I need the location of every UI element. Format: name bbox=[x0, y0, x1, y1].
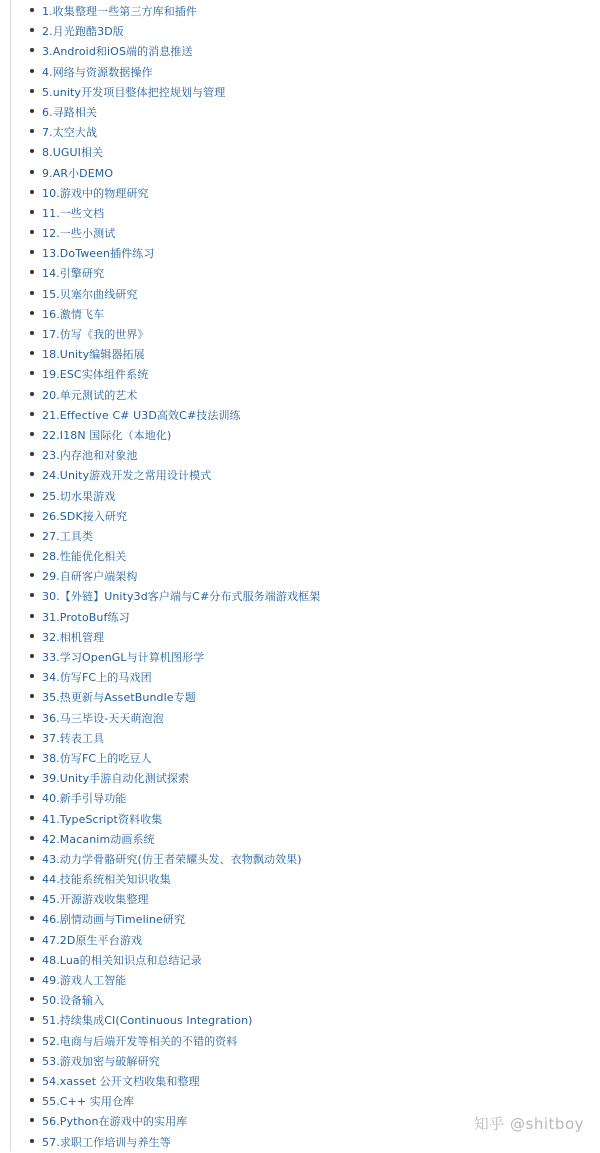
list-item bbox=[30, 888, 590, 908]
toc-link[interactable]: 48.Lua的相关知识点和总结记录 bbox=[42, 953, 202, 967]
list-item bbox=[30, 40, 590, 60]
toc-list bbox=[30, 0, 590, 1151]
list-item bbox=[30, 343, 590, 363]
bullet-icon bbox=[30, 250, 34, 254]
toc-link[interactable]: 19.ESC实体组件系统 bbox=[42, 368, 149, 382]
list-item bbox=[30, 202, 590, 222]
list-item bbox=[30, 121, 590, 141]
toc-link[interactable]: 14.引擎研究 bbox=[42, 267, 105, 281]
bullet-icon bbox=[30, 694, 34, 698]
toc-link[interactable]: 9.AR小DEMO bbox=[42, 166, 114, 180]
bullet-icon bbox=[30, 351, 34, 355]
bullet-icon bbox=[30, 1058, 34, 1062]
list-item bbox=[30, 949, 590, 969]
bullet-icon bbox=[30, 69, 34, 73]
bullet-icon bbox=[30, 371, 34, 375]
left-border-line bbox=[10, 0, 11, 1151]
toc-link[interactable]: 43.动力学骨骼研究(仿王者荣耀头发、衣物飘动效果) bbox=[42, 852, 302, 866]
list-item bbox=[30, 505, 590, 525]
toc-link[interactable]: 32.相机管理 bbox=[42, 630, 105, 644]
list-item bbox=[30, 929, 590, 949]
toc-link[interactable]: 55.C++ 实用仓库 bbox=[42, 1095, 135, 1109]
bullet-icon bbox=[30, 795, 34, 799]
list-item bbox=[30, 141, 590, 161]
bullet-icon bbox=[30, 553, 34, 557]
toc-link[interactable]: 53.游戏加密与破解研究 bbox=[42, 1054, 160, 1068]
bullet-icon bbox=[30, 916, 34, 920]
bullet-icon bbox=[30, 533, 34, 537]
toc-link[interactable]: 34.仿写FC上的马戏团 bbox=[42, 671, 152, 685]
bullet-icon bbox=[30, 573, 34, 577]
bullet-icon bbox=[30, 8, 34, 12]
bullet-icon bbox=[30, 816, 34, 820]
list-item bbox=[30, 686, 590, 706]
list-item bbox=[30, 404, 590, 424]
list-item bbox=[30, 20, 590, 40]
bullet-icon bbox=[30, 1017, 34, 1021]
bullet-icon bbox=[30, 149, 34, 153]
zhihu-watermark: 知乎 @shitboy bbox=[473, 1115, 584, 1133]
list-item bbox=[30, 828, 590, 848]
list-item bbox=[30, 646, 590, 666]
toc-link[interactable]: 30.【外链】Unity3d客户端与C#分布式服务端游戏框架 bbox=[42, 590, 321, 604]
bullet-icon bbox=[30, 48, 34, 52]
bullet-icon bbox=[30, 109, 34, 113]
list-item bbox=[30, 222, 590, 242]
toc-link[interactable]: 52.电商与后端开发等相关的不错的资料 bbox=[42, 1034, 238, 1048]
bullet-icon bbox=[30, 896, 34, 900]
list-item bbox=[30, 182, 590, 202]
bullet-icon bbox=[30, 1139, 34, 1143]
list-item bbox=[30, 767, 590, 787]
toc-link[interactable]: 11.一些文档 bbox=[42, 206, 105, 220]
bullet-icon bbox=[30, 472, 34, 476]
toc-link[interactable]: 39.Unity手游自动化测试探索 bbox=[42, 772, 190, 786]
toc-link[interactable]: 47.2D原生平台游戏 bbox=[42, 933, 143, 947]
list-item bbox=[30, 81, 590, 101]
bullet-icon bbox=[30, 170, 34, 174]
list-item bbox=[30, 101, 590, 121]
list-item bbox=[30, 1090, 590, 1110]
bullet-icon bbox=[30, 977, 34, 981]
toc-link[interactable]: 6.寻路相关 bbox=[42, 105, 98, 119]
bullet-icon bbox=[30, 593, 34, 597]
toc-link[interactable]: 27.工具类 bbox=[42, 529, 94, 543]
bullet-icon bbox=[30, 836, 34, 840]
list-item bbox=[30, 969, 590, 989]
bullet-icon bbox=[30, 1078, 34, 1082]
bullet-icon bbox=[30, 674, 34, 678]
bullet-icon bbox=[30, 392, 34, 396]
toc-link[interactable]: 40.新手引导功能 bbox=[42, 792, 127, 806]
list-item bbox=[30, 485, 590, 505]
list-item bbox=[30, 626, 590, 646]
bullet-icon bbox=[30, 452, 34, 456]
toc-link[interactable]: 37.转表工具 bbox=[42, 731, 105, 745]
list-item bbox=[30, 162, 590, 182]
toc-link[interactable]: 25.切水果游戏 bbox=[42, 489, 116, 503]
toc-link[interactable]: 15.贝塞尔曲线研究 bbox=[42, 287, 138, 301]
toc-link[interactable]: 1.收集整理一些第三方库和插件 bbox=[42, 5, 197, 18]
list-item bbox=[30, 1030, 590, 1050]
toc-link[interactable]: 3.Android和iOS端的消息推送 bbox=[42, 45, 193, 59]
toc-link[interactable]: 7.太空大战 bbox=[42, 126, 98, 140]
list-item bbox=[30, 1070, 590, 1090]
toc-link[interactable]: 17.仿写《我的世界》 bbox=[42, 328, 149, 341]
list-item bbox=[30, 303, 590, 323]
toc-link[interactable]: 29.自研客户端架构 bbox=[42, 570, 138, 584]
toc-link[interactable]: 28.性能优化相关 bbox=[42, 550, 127, 564]
toc-link[interactable]: 57.求职工作培训与养生等 bbox=[42, 1135, 171, 1149]
bullet-icon bbox=[30, 1098, 34, 1102]
toc-link[interactable]: 5.unity开发项目整体把控规划与管理 bbox=[42, 85, 226, 99]
list-item bbox=[30, 323, 590, 343]
bullet-icon bbox=[30, 129, 34, 133]
bullet-icon bbox=[30, 775, 34, 779]
list-item bbox=[30, 464, 590, 484]
toc-link[interactable]: 38.仿写FC上的吃豆人 bbox=[42, 751, 152, 765]
list-item bbox=[30, 0, 590, 20]
bullet-icon bbox=[30, 614, 34, 618]
toc-link[interactable]: 46.剧情动画与Timeline研究 bbox=[42, 913, 186, 927]
list-item bbox=[30, 242, 590, 262]
bullet-icon bbox=[30, 1118, 34, 1122]
bullet-icon bbox=[30, 997, 34, 1001]
toc-link[interactable]: 31.ProtoBuf练习 bbox=[42, 610, 130, 624]
list-item bbox=[30, 424, 590, 444]
list-item bbox=[30, 545, 590, 565]
toc-link[interactable]: 2.月光跑酷3D版 bbox=[42, 25, 124, 39]
list-item bbox=[30, 1009, 590, 1029]
bullet-icon bbox=[30, 291, 34, 295]
bullet-icon bbox=[30, 412, 34, 416]
toc-link[interactable]: 45.开源游戏收集整理 bbox=[42, 893, 149, 907]
list-item bbox=[30, 1050, 590, 1070]
list-item bbox=[30, 808, 590, 828]
toc-link[interactable]: 33.学习OpenGL与计算机图形学 bbox=[42, 651, 205, 664]
bullet-icon bbox=[30, 937, 34, 941]
toc-link[interactable]: 56.Python在游戏中的实用库 bbox=[42, 1115, 188, 1129]
list-item bbox=[30, 727, 590, 747]
toc-link[interactable]: 13.DoTween插件练习 bbox=[42, 247, 155, 261]
list-item bbox=[30, 585, 590, 605]
bullet-icon bbox=[30, 876, 34, 880]
toc-link[interactable]: 26.SDK接入研究 bbox=[42, 509, 128, 523]
toc-link[interactable]: 18.Unity编辑器拓展 bbox=[42, 348, 145, 362]
list-item bbox=[30, 262, 590, 282]
toc-link[interactable]: 49.游戏人工智能 bbox=[42, 974, 127, 987]
toc-link[interactable]: 42.Macanim动画系统 bbox=[42, 832, 155, 846]
bullet-icon bbox=[30, 856, 34, 860]
toc-link[interactable]: 20.单元测试的艺术 bbox=[42, 388, 138, 402]
list-item bbox=[30, 525, 590, 545]
bullet-icon bbox=[30, 331, 34, 335]
bullet-icon bbox=[30, 270, 34, 274]
toc-link[interactable]: 24.Unity游戏开发之常用设计模式 bbox=[42, 469, 212, 483]
bullet-icon bbox=[30, 311, 34, 315]
toc-link[interactable]: 35.热更新与AssetBundle专题 bbox=[42, 691, 196, 705]
toc-link[interactable]: 12.一些小测试 bbox=[42, 227, 116, 241]
list-item bbox=[30, 606, 590, 626]
bullet-icon bbox=[30, 957, 34, 961]
list-item bbox=[30, 848, 590, 868]
bullet-icon bbox=[30, 1038, 34, 1042]
list-item bbox=[30, 908, 590, 928]
bullet-icon bbox=[30, 28, 34, 32]
toc-link[interactable]: 36.马三毕设-天天萌泡泡 bbox=[42, 711, 164, 725]
bullet-icon bbox=[30, 210, 34, 214]
bullet-icon bbox=[30, 89, 34, 93]
toc-link[interactable]: 41.TypeScript资料收集 bbox=[42, 812, 163, 826]
toc-link[interactable]: 51.持续集成CI(Continuous Integration) bbox=[42, 1014, 253, 1028]
list-item bbox=[30, 868, 590, 888]
list-item bbox=[30, 384, 590, 404]
list-item bbox=[30, 989, 590, 1009]
bullet-icon bbox=[30, 634, 34, 638]
toc-link[interactable]: 4.网络与资源数据操作 bbox=[42, 65, 153, 79]
bullet-icon bbox=[30, 493, 34, 497]
toc-link[interactable]: 23.内存池和对象池 bbox=[42, 449, 138, 463]
bullet-icon bbox=[30, 654, 34, 658]
toc-link[interactable]: 10.游戏中的物理研究 bbox=[42, 186, 149, 200]
bullet-icon bbox=[30, 755, 34, 759]
toc-link[interactable]: 21.Effective C# U3D高效C#技法训练 bbox=[42, 408, 241, 422]
list-item bbox=[30, 61, 590, 81]
toc-link[interactable]: 44.技能系统相关知识收集 bbox=[42, 873, 171, 887]
list-item bbox=[30, 747, 590, 767]
list-item bbox=[30, 444, 590, 464]
bullet-icon bbox=[30, 432, 34, 436]
toc-link[interactable]: 50.设备输入 bbox=[42, 994, 105, 1008]
toc-link[interactable]: 8.UGUI相关 bbox=[42, 146, 104, 160]
bullet-icon bbox=[30, 190, 34, 194]
list-item bbox=[30, 363, 590, 383]
toc-link[interactable]: 16.激情飞车 bbox=[42, 307, 105, 321]
bullet-icon bbox=[30, 715, 34, 719]
list-item bbox=[30, 707, 590, 727]
list-item bbox=[30, 565, 590, 585]
bullet-icon bbox=[30, 513, 34, 517]
toc-link[interactable]: 22.I18N 国际化（本地化) bbox=[42, 428, 172, 442]
bullet-icon bbox=[30, 735, 34, 739]
list-item bbox=[30, 787, 590, 807]
toc-link[interactable]: 54.xasset 公开文档收集和整理 bbox=[42, 1074, 200, 1088]
list-item bbox=[30, 283, 590, 303]
list-item bbox=[30, 666, 590, 686]
bullet-icon bbox=[30, 230, 34, 234]
